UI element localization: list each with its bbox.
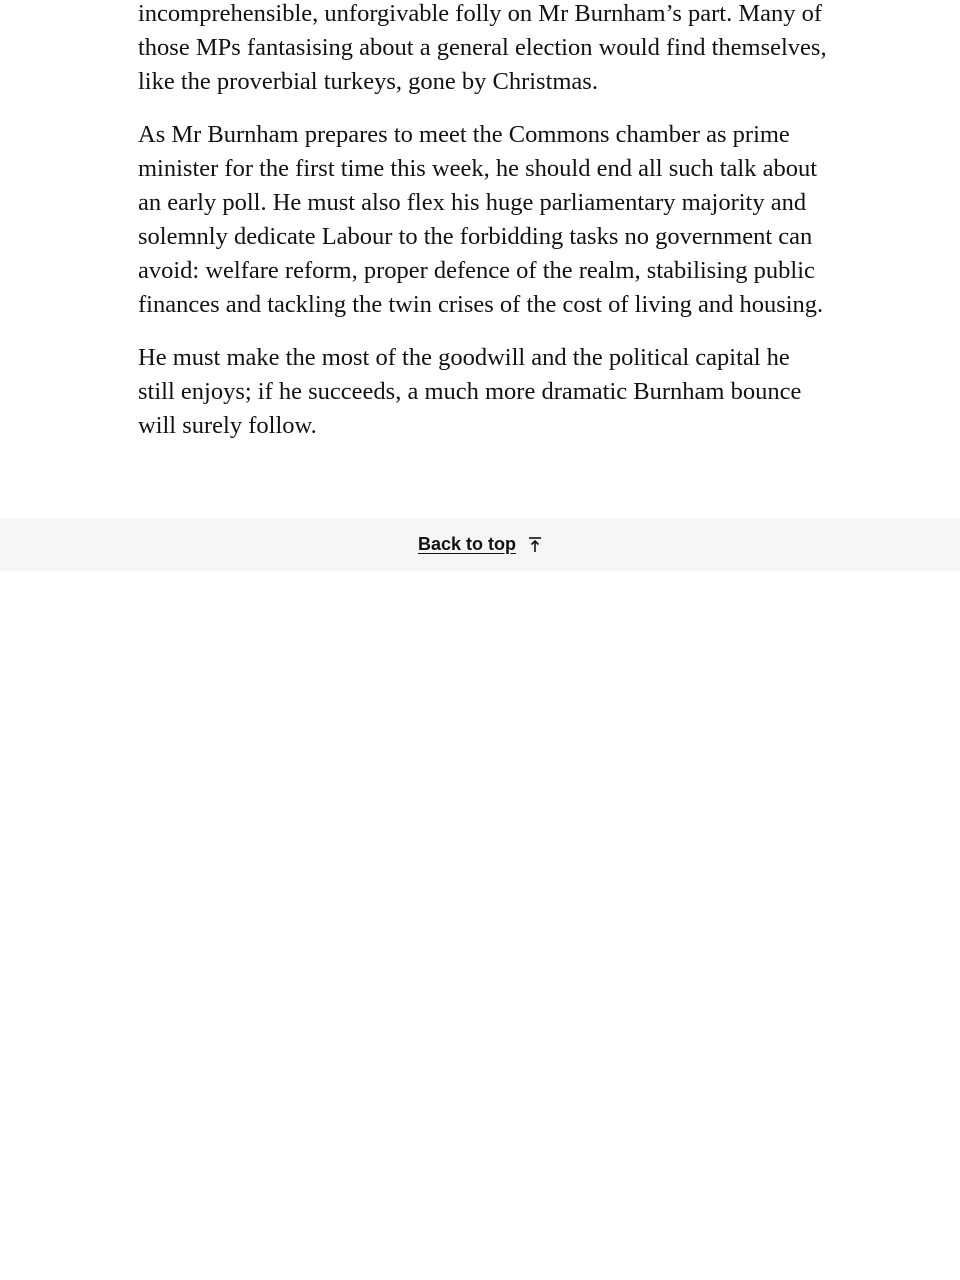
back-to-top-bar — [0, 518, 960, 571]
article-paragraph: He must make the most of the goodwill and the political capital he still enjoys; if he succeeds, a much more dramatic Burnham bounce will surely follow. — [138, 344, 802, 439]
arrow-up-to-line-icon — [528, 536, 542, 554]
article-paragraph: As Mr Burnham prepares to meet the Commons chamber as prime minister for the first time this week, he should end all such talk about an early poll. He must also flex his huge parliamentary majority and solemnly dedicate Labour to the forbidding tasks no government can avoid: welfare reform, proper defence of the realm, stabilising public finances and tackling the twin crises of the cost of living and housing. — [138, 121, 824, 318]
back-to-top-link[interactable] — [418, 534, 542, 555]
article-body — [138, 0, 828, 443]
article-paragraph: incomprehensible, unforgivable folly on Mr Burnham’s part. Many of those MPs fantasising about a general election would find themselves, like the proverbial turkeys, gone by Christmas. — [138, 0, 827, 95]
back-to-top-label: Back to top — [417, 534, 516, 554]
